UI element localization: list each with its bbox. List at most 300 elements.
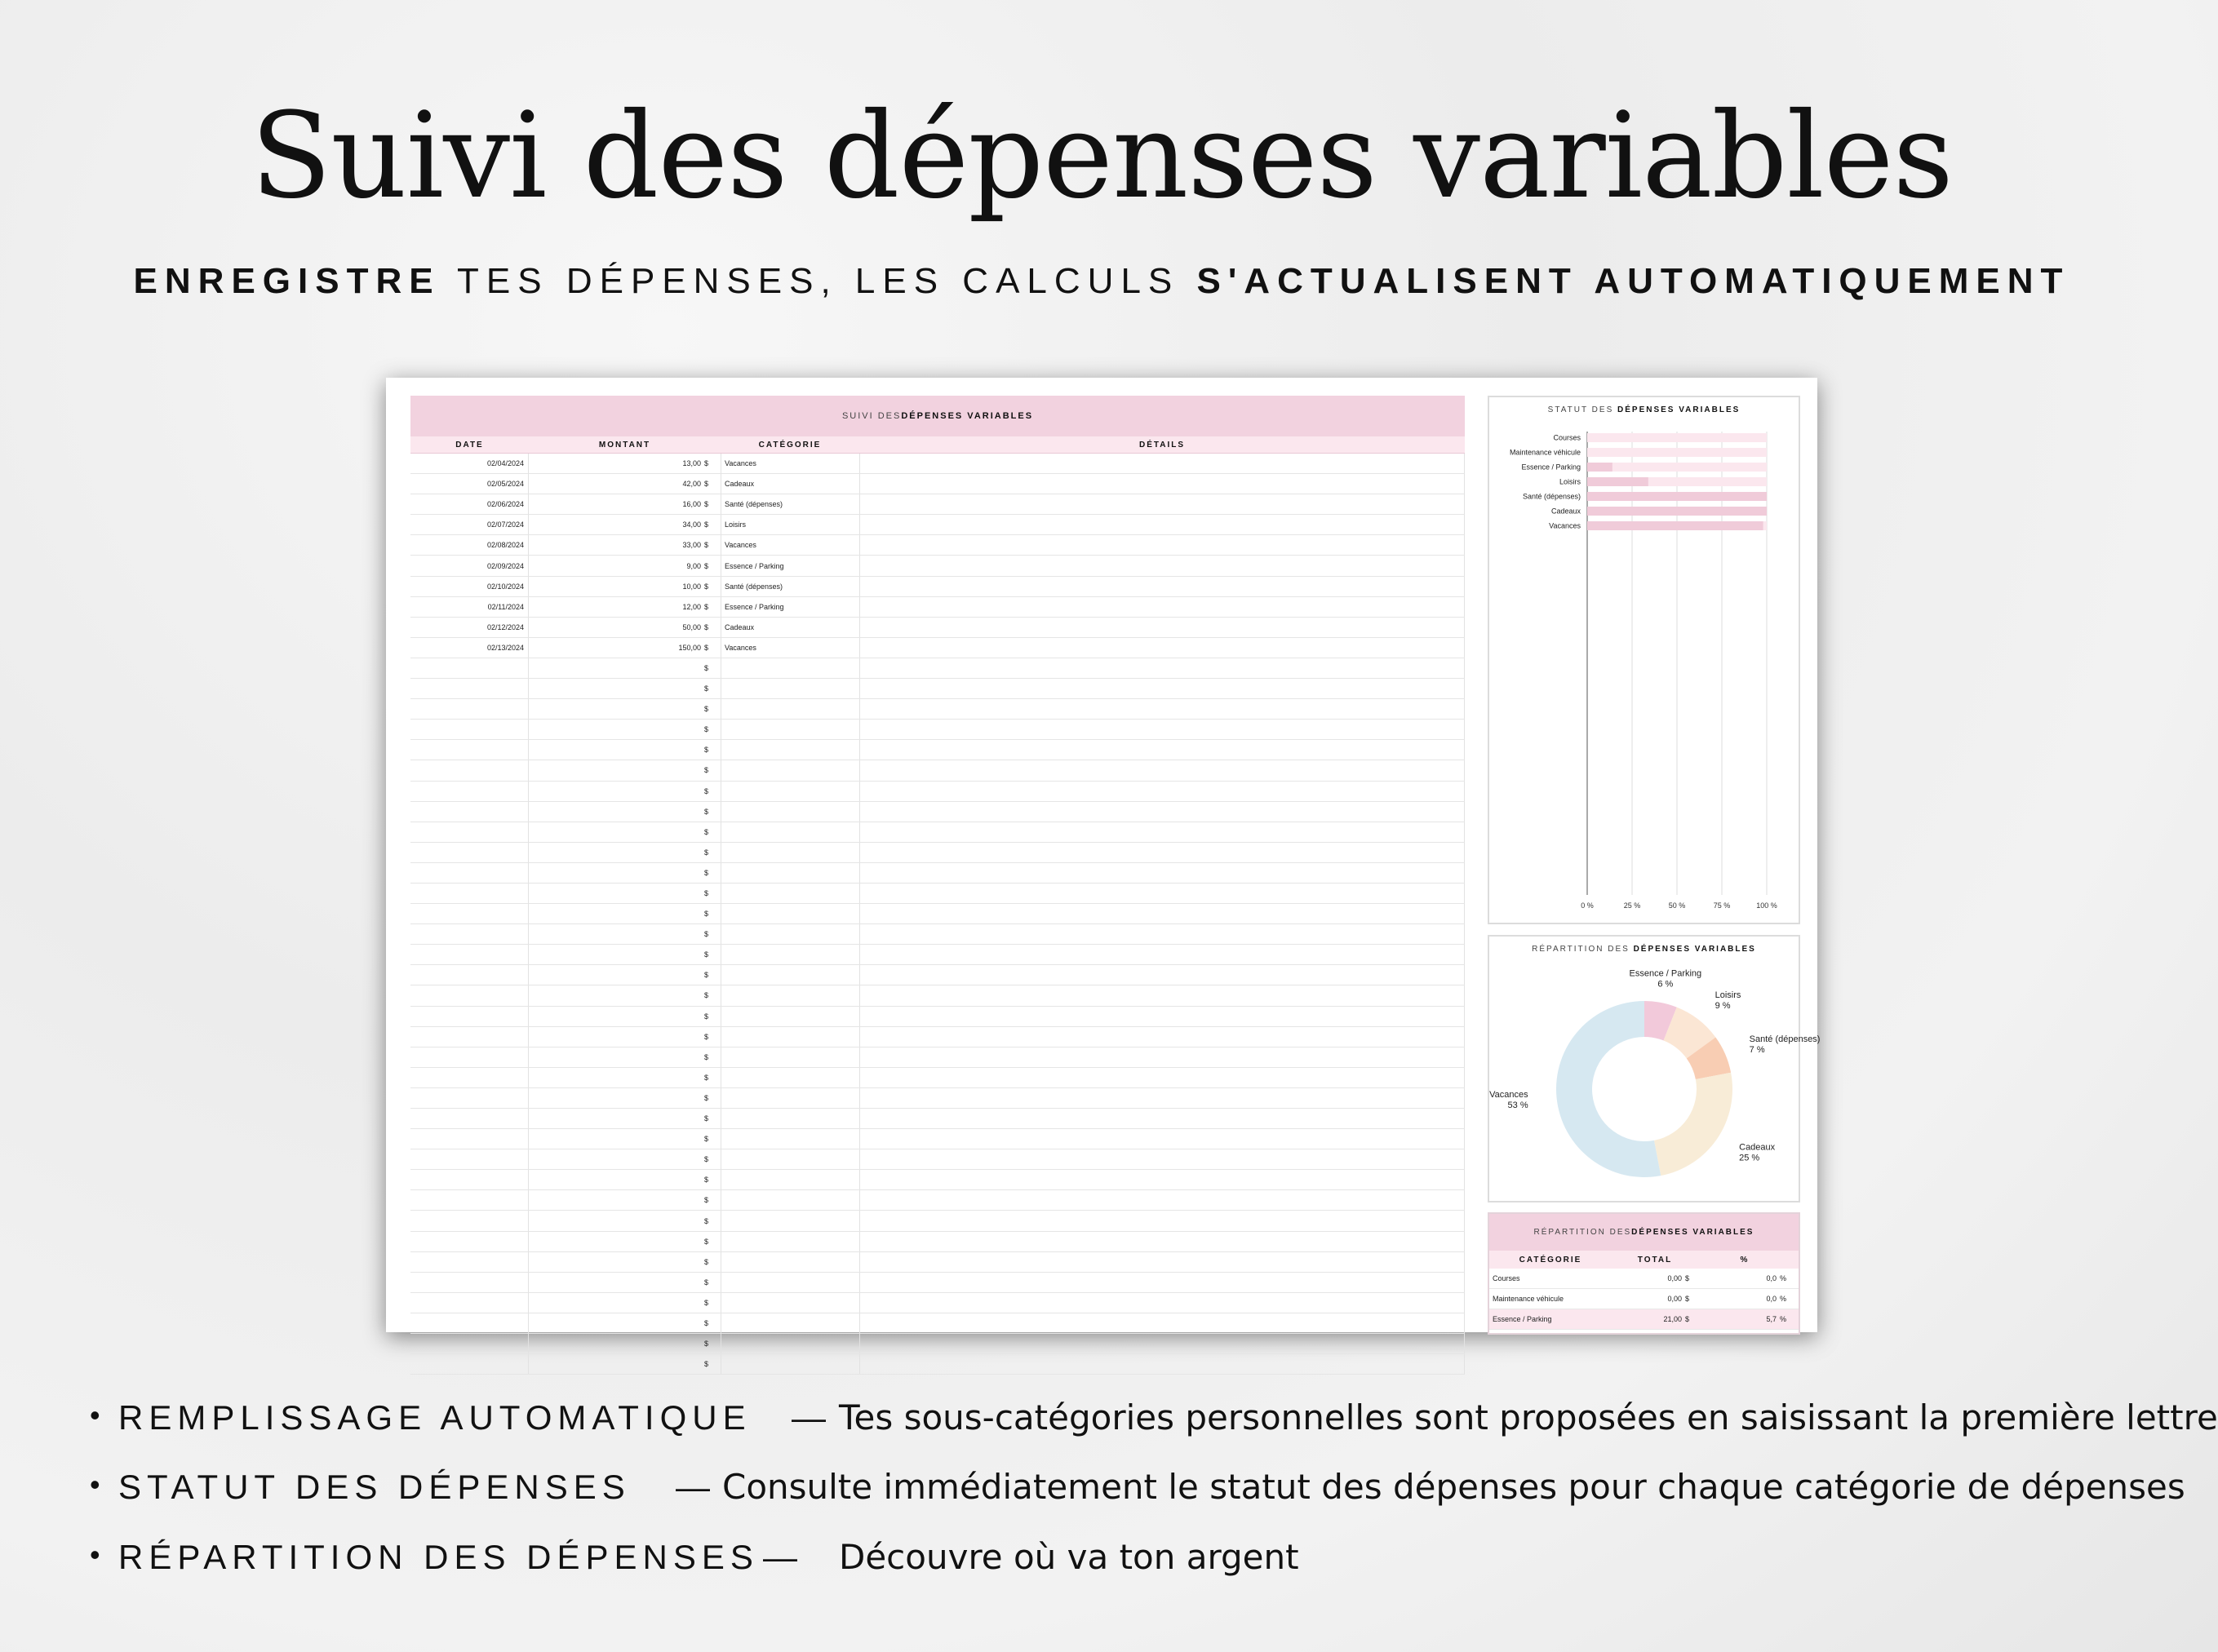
cell-amount[interactable] — [529, 1334, 704, 1353]
cell-category[interactable]: Cadeaux — [721, 618, 860, 637]
cell-currency: $ — [704, 1007, 721, 1026]
status-bar-chart — [1489, 414, 1799, 919]
cell-amount[interactable]: 33,00 — [682, 541, 701, 550]
table-row[interactable] — [410, 1190, 1465, 1211]
cell-details[interactable] — [860, 924, 1465, 944]
cell-date[interactable] — [410, 924, 529, 944]
cell-details[interactable] — [860, 577, 1465, 596]
status-title-light: STATUT DES — [1547, 405, 1618, 414]
cell-currency: $ — [1685, 1274, 1690, 1282]
cell-amount[interactable] — [529, 720, 704, 739]
cell-category[interactable] — [721, 1068, 860, 1087]
cell-amount[interactable] — [529, 1068, 704, 1087]
cell-details[interactable] — [860, 1232, 1465, 1251]
cell-date[interactable] — [410, 863, 529, 883]
table-row — [1489, 1289, 1799, 1309]
tracker-body — [410, 454, 1465, 1375]
tracker-header-row — [410, 436, 1465, 454]
cell-currency: $ — [704, 1129, 721, 1149]
cell-currency: $ — [704, 720, 721, 739]
feature-name: RÉPARTITION DES DÉPENSES — [118, 1538, 759, 1576]
cell-date[interactable]: 02/04/2024 — [410, 454, 529, 473]
table-row[interactable] — [410, 863, 1465, 884]
cell-category[interactable] — [721, 1007, 860, 1026]
table-row[interactable] — [410, 904, 1465, 924]
cell-percent: 5,7 — [1766, 1315, 1777, 1323]
cell-details[interactable] — [860, 1334, 1465, 1353]
cell-amount[interactable] — [529, 1088, 704, 1108]
cell-amount[interactable] — [529, 1273, 704, 1292]
cell-details[interactable] — [860, 1109, 1465, 1128]
cell-currency: $ — [704, 1170, 721, 1189]
cell-amount[interactable]: 150,00 — [678, 643, 701, 652]
cell-date[interactable] — [410, 1252, 529, 1272]
table-row[interactable] — [410, 802, 1465, 822]
cell-category[interactable] — [721, 699, 860, 719]
cell-details[interactable] — [860, 1068, 1465, 1087]
table-row[interactable] — [410, 1047, 1465, 1068]
cell-currency: $ — [1685, 1295, 1690, 1303]
cell-amount[interactable] — [529, 1129, 704, 1149]
cell-details[interactable] — [860, 515, 1465, 534]
table-row[interactable] — [410, 1068, 1465, 1088]
x-tick-label: 0 % — [1581, 901, 1594, 910]
cell-currency: $ — [704, 1149, 721, 1169]
cell-date[interactable] — [410, 1293, 529, 1313]
cell-date[interactable] — [410, 1129, 529, 1149]
cell-category[interactable] — [721, 1354, 860, 1374]
cell-amount[interactable]: 13,00 — [682, 459, 701, 468]
cell-details[interactable] — [860, 1007, 1465, 1026]
cell-date[interactable] — [410, 679, 529, 698]
cell-category[interactable] — [721, 720, 860, 739]
table-row[interactable] — [410, 985, 1465, 1006]
cell-amount[interactable] — [529, 782, 704, 801]
cell-currency: $ — [704, 1027, 721, 1047]
cell-details[interactable] — [860, 1129, 1465, 1149]
cell-date[interactable] — [410, 1211, 529, 1230]
x-tick-label: 25 % — [1623, 901, 1641, 910]
cell-date[interactable] — [410, 699, 529, 719]
cell-percent-sign: % — [1780, 1274, 1787, 1282]
table-row[interactable] — [410, 1293, 1465, 1313]
cell-details[interactable] — [860, 1252, 1465, 1272]
status-chart-panel — [1488, 396, 1800, 924]
table-row[interactable] — [410, 494, 1465, 515]
cell-details[interactable] — [860, 1211, 1465, 1230]
cell-category[interactable]: Santé (dépenses) — [721, 577, 860, 596]
cell-currency: $ — [704, 1068, 721, 1087]
cell-details[interactable] — [860, 760, 1465, 780]
cell-amount[interactable] — [529, 1190, 704, 1210]
cell-category[interactable] — [721, 679, 860, 698]
table-row[interactable] — [410, 556, 1465, 576]
table-row[interactable] — [410, 720, 1465, 740]
cell-amount[interactable]: 42,00 — [682, 480, 701, 489]
cell-date[interactable] — [410, 782, 529, 801]
bar — [1587, 463, 1612, 472]
table-row[interactable] — [410, 843, 1465, 863]
cell-currency: $ — [704, 1232, 721, 1251]
cell-details[interactable] — [860, 679, 1465, 698]
cell-date[interactable] — [410, 822, 529, 842]
cell-details[interactable] — [860, 494, 1465, 514]
cell-details[interactable] — [860, 863, 1465, 883]
table-row[interactable] — [410, 1252, 1465, 1273]
cell-date[interactable] — [410, 658, 529, 678]
table-row[interactable] — [410, 1334, 1465, 1354]
cell-details[interactable] — [860, 884, 1465, 903]
cell-amount[interactable]: 34,00 — [682, 520, 701, 529]
cell-date[interactable] — [410, 965, 529, 985]
table-row[interactable] — [410, 1313, 1465, 1334]
cell-amount[interactable] — [529, 1047, 704, 1067]
cell-date[interactable] — [410, 985, 529, 1005]
cell-date[interactable] — [410, 1027, 529, 1047]
cell-category[interactable] — [721, 1232, 860, 1251]
donut-slice — [1654, 1073, 1732, 1176]
bar-track — [1587, 448, 1767, 457]
cell-date[interactable] — [410, 1109, 529, 1128]
cell-date[interactable] — [410, 1088, 529, 1108]
table-row[interactable] — [410, 638, 1465, 658]
bar — [1587, 477, 1648, 486]
table-row[interactable] — [410, 1273, 1465, 1293]
cell-details[interactable] — [860, 965, 1465, 985]
cell-amount[interactable] — [529, 904, 704, 923]
cell-currency: $ — [704, 556, 721, 575]
cell-category[interactable] — [721, 863, 860, 883]
cell-date[interactable]: 02/05/2024 — [410, 474, 529, 494]
cell-date[interactable]: 02/06/2024 — [410, 494, 529, 514]
cell-category[interactable] — [721, 843, 860, 862]
feature-name: REMPLISSAGE AUTOMATIQUE — [118, 1398, 752, 1437]
cell-currency: $ — [704, 924, 721, 944]
cell-details[interactable] — [860, 535, 1465, 555]
table-row[interactable] — [410, 945, 1465, 965]
category-label: Cadeaux — [1550, 507, 1581, 516]
cell-currency: $ — [704, 494, 721, 514]
cell-category[interactable]: Cadeaux — [721, 474, 860, 494]
cell-details[interactable] — [860, 454, 1465, 473]
cell-amount[interactable] — [529, 1313, 704, 1333]
cell-amount[interactable]: 16,00 — [682, 500, 701, 509]
feature-description: Consulte immédiatement le statut des dépenses pour chaque catégorie de dépenses — [722, 1467, 2185, 1507]
cell-category[interactable] — [721, 802, 860, 822]
table-row[interactable] — [410, 1170, 1465, 1190]
cell-date[interactable] — [410, 1354, 529, 1374]
cell-date[interactable] — [410, 760, 529, 780]
cell-date[interactable] — [410, 1313, 529, 1333]
cell-category[interactable] — [721, 782, 860, 801]
cell-category[interactable] — [721, 1252, 860, 1272]
table-row[interactable] — [410, 515, 1465, 535]
cell-amount[interactable] — [529, 1109, 704, 1128]
cell-amount[interactable] — [529, 679, 704, 698]
table-row[interactable] — [410, 535, 1465, 556]
table-row[interactable] — [410, 1149, 1465, 1170]
cell-currency: $ — [1685, 1315, 1690, 1323]
table-row[interactable] — [410, 474, 1465, 494]
cell-date[interactable] — [410, 884, 529, 903]
cell-category[interactable]: Essence / Parking — [721, 597, 860, 617]
slice-percent: 53 % — [1507, 1100, 1528, 1110]
table-row[interactable] — [410, 1088, 1465, 1109]
cell-amount[interactable] — [529, 924, 704, 944]
cell-details[interactable] — [860, 782, 1465, 801]
spreadsheet-preview — [386, 378, 1821, 1369]
cell-percent: 0,0 — [1766, 1295, 1777, 1303]
cell-category[interactable] — [721, 1027, 860, 1047]
cell-category[interactable] — [721, 945, 860, 964]
cell-percent: 0,0 — [1766, 1274, 1777, 1282]
breakdown-body — [1489, 1269, 1799, 1330]
cell-amount[interactable] — [529, 1149, 704, 1169]
cell-total: 0,00 — [1667, 1274, 1682, 1282]
cell-date[interactable] — [410, 1047, 529, 1067]
cell-category[interactable] — [721, 1170, 860, 1189]
cell-currency: $ — [704, 577, 721, 596]
cell-details[interactable] — [860, 1313, 1465, 1333]
table-row[interactable] — [410, 760, 1465, 781]
cell-currency: $ — [704, 782, 721, 801]
cell-details[interactable] — [860, 618, 1465, 637]
cell-date[interactable]: 02/10/2024 — [410, 577, 529, 596]
cell-amount[interactable]: 10,00 — [682, 582, 701, 591]
cell-details[interactable] — [860, 597, 1465, 617]
table-row[interactable] — [410, 1354, 1465, 1375]
cell-details[interactable] — [860, 945, 1465, 964]
cell-category[interactable] — [721, 1211, 860, 1230]
table-row[interactable] — [410, 679, 1465, 699]
cell-currency: $ — [704, 760, 721, 780]
table-row[interactable] — [410, 699, 1465, 720]
cell-amount[interactable] — [529, 1252, 704, 1272]
cell-date[interactable] — [410, 1170, 529, 1189]
cell-category[interactable] — [721, 985, 860, 1005]
table-row[interactable] — [410, 822, 1465, 843]
cell-category[interactable] — [721, 822, 860, 842]
cell-amount[interactable] — [529, 965, 704, 985]
cell-amount[interactable] — [529, 760, 704, 780]
table-row[interactable] — [410, 454, 1465, 474]
table-row[interactable] — [410, 1007, 1465, 1027]
table-row[interactable] — [410, 740, 1465, 760]
cell-date[interactable] — [410, 1232, 529, 1251]
cell-details[interactable] — [860, 1190, 1465, 1210]
cell-date[interactable] — [410, 945, 529, 964]
table-row[interactable] — [410, 1211, 1465, 1231]
cell-date[interactable] — [410, 1068, 529, 1087]
cell-amount[interactable] — [529, 1027, 704, 1047]
table-row[interactable] — [410, 965, 1465, 985]
x-tick-label: 75 % — [1713, 901, 1731, 910]
cell-amount[interactable] — [529, 1170, 704, 1189]
cell-details[interactable] — [860, 474, 1465, 494]
cell-category[interactable] — [721, 1293, 860, 1313]
cell-date[interactable]: 02/13/2024 — [410, 638, 529, 658]
cell-currency: $ — [704, 1354, 721, 1374]
cell-category[interactable] — [721, 884, 860, 903]
cell-details[interactable] — [860, 1047, 1465, 1067]
cell-category[interactable] — [721, 904, 860, 923]
cell-currency: $ — [704, 945, 721, 964]
cell-amount[interactable] — [529, 1354, 704, 1374]
cell-details[interactable] — [860, 1027, 1465, 1047]
cell-category[interactable] — [721, 1109, 860, 1128]
cell-category[interactable] — [721, 924, 860, 944]
cell-category[interactable]: Loisirs — [721, 515, 860, 534]
cell-currency: $ — [704, 699, 721, 719]
cell-date[interactable]: 02/07/2024 — [410, 515, 529, 534]
cell-amount[interactable] — [529, 1293, 704, 1313]
slice-percent: 7 % — [1749, 1045, 1765, 1056]
cell-currency: $ — [704, 863, 721, 883]
cell-amount[interactable]: 50,00 — [682, 622, 701, 631]
cell-amount[interactable] — [529, 1232, 704, 1251]
table-row — [1489, 1269, 1799, 1289]
cell-category[interactable] — [721, 1149, 860, 1169]
column-header-category: CATÉGORIE — [758, 440, 822, 450]
cell-details[interactable] — [860, 1149, 1465, 1169]
cell-date[interactable] — [410, 802, 529, 822]
cell-category[interactable] — [721, 1334, 860, 1353]
cell-details[interactable] — [860, 1170, 1465, 1189]
cell-category[interactable]: Vacances — [721, 535, 860, 555]
cell-currency: $ — [704, 884, 721, 903]
cell-details[interactable] — [860, 699, 1465, 719]
page-subtitle — [0, 261, 2203, 302]
cell-date[interactable] — [410, 1334, 529, 1353]
cell-date[interactable]: 02/12/2024 — [410, 618, 529, 637]
cell-date[interactable] — [410, 1190, 529, 1210]
cell-currency: $ — [704, 904, 721, 923]
cell-date[interactable] — [410, 1273, 529, 1292]
cell-details[interactable] — [860, 1088, 1465, 1108]
table-row[interactable] — [410, 1109, 1465, 1129]
cell-category[interactable] — [721, 1088, 860, 1108]
bullet-icon: • — [90, 1468, 100, 1501]
tracker-title-light: SUIVI DES — [841, 411, 902, 421]
cell-date[interactable] — [410, 843, 529, 862]
cell-currency: $ — [704, 822, 721, 842]
table-row[interactable] — [410, 924, 1465, 945]
bar-track — [1587, 433, 1767, 442]
cell-amount[interactable] — [529, 843, 704, 862]
breakdown-title-bold: DÉPENSES VARIABLES — [1631, 1228, 1754, 1237]
cell-category[interactable]: Santé (dépenses) — [721, 494, 860, 514]
cell-date[interactable]: 02/09/2024 — [410, 556, 529, 575]
cell-currency: $ — [704, 965, 721, 985]
cell-amount[interactable]: 9,00 — [686, 561, 701, 570]
cell-currency: $ — [704, 985, 721, 1005]
cell-details[interactable] — [860, 843, 1465, 862]
cell-category[interactable] — [721, 965, 860, 985]
cell-details[interactable] — [860, 1273, 1465, 1292]
cell-category[interactable] — [721, 1273, 860, 1292]
table-row[interactable] — [410, 577, 1465, 597]
cell-details[interactable] — [860, 556, 1465, 575]
cell-amount[interactable] — [529, 802, 704, 822]
cell-amount[interactable] — [529, 740, 704, 760]
cell-category[interactable]: Vacances — [721, 454, 860, 473]
cell-category[interactable] — [721, 1190, 860, 1210]
cell-currency: $ — [704, 535, 721, 555]
cell-date[interactable] — [410, 740, 529, 760]
cell-currency: $ — [704, 474, 721, 494]
cell-category[interactable]: Essence / Parking — [721, 556, 860, 575]
breakdown-header-percent: % — [1740, 1255, 1750, 1264]
breakdown-title-light: RÉPARTITION DES — [1533, 1228, 1632, 1237]
subtitle-bold-1: ENREGISTRE — [133, 261, 441, 301]
cell-amount[interactable] — [529, 945, 704, 964]
cell-details[interactable] — [860, 985, 1465, 1005]
cell-category[interactable] — [721, 760, 860, 780]
table-row[interactable] — [410, 597, 1465, 618]
table-row[interactable] — [410, 1232, 1465, 1252]
subtitle-bold-2: S'ACTUALISENT AUTOMATIQUEMENT — [1196, 261, 2070, 301]
breakdown-header-row — [1489, 1251, 1799, 1269]
cell-amount[interactable] — [529, 822, 704, 842]
cell-date[interactable] — [410, 1007, 529, 1026]
category-label: Vacances — [1549, 521, 1581, 530]
cell-details[interactable] — [860, 1293, 1465, 1313]
slice-label: Essence / Parking — [1629, 968, 1702, 979]
cell-details[interactable] — [860, 740, 1465, 760]
cell-amount[interactable] — [529, 658, 704, 678]
cell-amount[interactable] — [529, 985, 704, 1005]
cell-category[interactable] — [721, 1313, 860, 1333]
table-row[interactable] — [410, 1027, 1465, 1047]
bullet-icon: • — [90, 1398, 100, 1432]
subtitle-regular: TES DÉPENSES, LES CALCULS — [440, 261, 1197, 301]
slice-label: Vacances — [1489, 1089, 1528, 1100]
breakdown-header-category: CATÉGORIE — [1519, 1255, 1582, 1264]
cell-amount[interactable] — [529, 863, 704, 883]
cell-category[interactable] — [721, 1047, 860, 1067]
cell-details[interactable] — [860, 638, 1465, 658]
table-row[interactable] — [410, 782, 1465, 802]
cell-details[interactable] — [860, 658, 1465, 678]
cell-details[interactable] — [860, 1354, 1465, 1374]
table-row[interactable] — [410, 884, 1465, 904]
cell-amount[interactable] — [529, 884, 704, 903]
cell-details[interactable] — [860, 904, 1465, 923]
cell-details[interactable] — [860, 822, 1465, 842]
cell-category[interactable] — [721, 1129, 860, 1149]
cell-details[interactable] — [860, 720, 1465, 739]
cell-category[interactable]: Vacances — [721, 638, 860, 658]
table-row[interactable] — [410, 1129, 1465, 1149]
cell-currency: $ — [704, 618, 721, 637]
cell-date[interactable] — [410, 1149, 529, 1169]
cell-category[interactable] — [721, 740, 860, 760]
cell-date[interactable] — [410, 720, 529, 739]
cell-amount[interactable] — [529, 1007, 704, 1026]
bullet-icon: • — [90, 1538, 100, 1571]
table-row[interactable] — [410, 658, 1465, 679]
cell-amount[interactable] — [529, 1211, 704, 1230]
cell-category[interactable] — [721, 658, 860, 678]
cell-details[interactable] — [860, 802, 1465, 822]
feature-description: Tes sous-catégories personnelles sont proposées en saisissant la première lettre — [839, 1397, 2218, 1437]
cell-date[interactable] — [410, 904, 529, 923]
cell-date[interactable]: 02/08/2024 — [410, 535, 529, 555]
cell-date[interactable]: 02/11/2024 — [410, 597, 529, 617]
cell-amount[interactable]: 12,00 — [682, 602, 701, 611]
cell-amount[interactable] — [529, 699, 704, 719]
table-row[interactable] — [410, 618, 1465, 638]
